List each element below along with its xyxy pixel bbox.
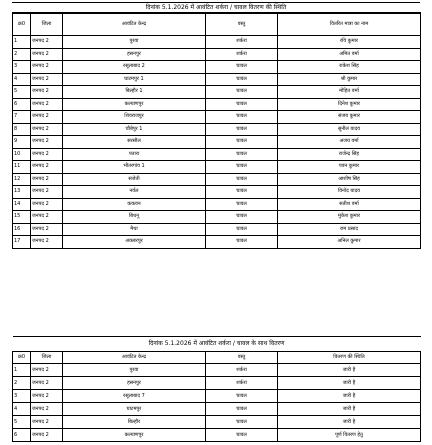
- district-cell: जनपद 2: [31, 36, 63, 49]
- centre-cell: बिल्हौर 1: [63, 86, 206, 99]
- value-cell: राजेन्द्र सिंह: [278, 148, 421, 161]
- centre-cell: शिवराजपुर: [63, 111, 206, 124]
- district-cell: जनपद 2: [31, 403, 63, 416]
- item-cell: चावल: [206, 390, 278, 403]
- table-row: [13, 198, 421, 211]
- centre-cell: सजेती: [63, 173, 206, 186]
- serial-cell: 5: [13, 86, 31, 99]
- serial-cell: 12: [13, 173, 31, 186]
- value-cell: मुकेश कुमार: [278, 211, 421, 224]
- centre-cell: ककवन: [63, 198, 206, 211]
- header-district: जिला: [31, 13, 63, 36]
- item-cell: चावल: [206, 236, 278, 249]
- table-row: [13, 148, 421, 161]
- value-cell: विनोद यादव: [278, 186, 421, 199]
- table-row: [13, 211, 421, 224]
- value-cell: मोहित वर्मा: [278, 86, 421, 99]
- value-cell: सुनील यादव: [278, 123, 421, 136]
- item-cell: चावल: [206, 403, 278, 416]
- item-cell: चावल: [206, 136, 278, 149]
- serial-cell: 13: [13, 186, 31, 199]
- header-district: जिला: [31, 352, 63, 364]
- page-title: दिनांक 5.1.2026 में आवंटित शर्करा / चावल वितरण की स्थिति: [12, 2, 420, 14]
- item-cell: चावल: [206, 416, 278, 429]
- table-row: [13, 186, 421, 199]
- district-cell: जनपद 2: [31, 173, 63, 186]
- table-row: [13, 173, 421, 186]
- centre-cell: कल्याणपुर: [63, 429, 206, 442]
- item-cell: चावल: [206, 223, 278, 236]
- value-cell: रवि कुमार: [278, 36, 421, 49]
- value-cell: सतीश वर्मा: [278, 198, 421, 211]
- item-cell: चावल: [206, 111, 278, 124]
- serial-cell: 16: [13, 223, 31, 236]
- table-row: [13, 48, 421, 61]
- table-header-row: [13, 352, 421, 364]
- item-cell: शर्करा: [206, 364, 278, 377]
- table-row: [13, 236, 421, 249]
- serial-cell: 4: [13, 73, 31, 86]
- district-cell: जनपद 2: [31, 98, 63, 111]
- item-cell: चावल: [206, 123, 278, 136]
- value-cell: राकेश सिंह: [278, 61, 421, 74]
- value-cell: जारी है: [278, 364, 421, 377]
- district-cell: जनपद 2: [31, 364, 63, 377]
- table-row: [13, 223, 421, 236]
- serial-cell: 10: [13, 148, 31, 161]
- district-cell: जनपद 2: [31, 186, 63, 199]
- header-serial: क्र0: [13, 352, 31, 364]
- value-cell: पूर्ण वितरण हेतु: [278, 429, 421, 442]
- centre-cell: हसनपुर: [63, 377, 206, 390]
- serial-cell: 9: [13, 136, 31, 149]
- district-cell: जनपद 2: [31, 223, 63, 236]
- district-cell: जनपद 2: [31, 390, 63, 403]
- district-cell: जनपद 2: [31, 148, 63, 161]
- item-cell: चावल: [206, 186, 278, 199]
- item-cell: चावल: [206, 73, 278, 86]
- centre-cell: पुरवा: [63, 36, 206, 49]
- value-cell: जारी है: [278, 403, 421, 416]
- serial-cell: 2: [13, 48, 31, 61]
- table-header-row: [13, 13, 421, 36]
- serial-cell: 3: [13, 61, 31, 74]
- serial-cell: 1: [13, 364, 31, 377]
- serial-cell: 15: [13, 211, 31, 224]
- table-row: [13, 61, 421, 74]
- item-cell: चावल: [206, 198, 278, 211]
- district-cell: जनपद 2: [31, 377, 63, 390]
- serial-cell: 6: [13, 429, 31, 442]
- serial-cell: 7: [13, 111, 31, 124]
- centre-cell: बिल्हौर: [63, 416, 206, 429]
- header-item: वस्तु: [206, 13, 278, 36]
- table-row: [13, 416, 421, 429]
- value-cell: जारी है: [278, 416, 421, 429]
- header-recipient: वितरित मात्रा का नाम: [278, 13, 421, 36]
- serial-cell: 8: [13, 123, 31, 136]
- value-cell: दिनेश कुमार: [278, 98, 421, 111]
- table-row: [13, 86, 421, 99]
- value-cell: अनिल कुमार: [278, 236, 421, 249]
- centre-cell: रसूलाबाद 2: [63, 61, 206, 74]
- district-cell: जनपद 2: [31, 48, 63, 61]
- centre-cell: बिधनू: [63, 211, 206, 224]
- table-row: [13, 377, 421, 390]
- table-row: [13, 123, 421, 136]
- serial-cell: 1: [13, 36, 31, 49]
- serial-cell: 14: [13, 198, 31, 211]
- distribution-table-body: [13, 36, 421, 249]
- item-cell: चावल: [206, 86, 278, 99]
- district-cell: जनपद 2: [31, 136, 63, 149]
- value-cell: अमित वर्मा: [278, 48, 421, 61]
- value-cell: आशीष सिंह: [278, 173, 421, 186]
- district-cell: जनपद 2: [31, 61, 63, 74]
- item-cell: चावल: [206, 161, 278, 174]
- serial-cell: 2: [13, 377, 31, 390]
- item-cell: शर्करा: [206, 36, 278, 49]
- district-cell: जनपद 2: [31, 416, 63, 429]
- centre-cell: रसूलाबाद 7: [63, 390, 206, 403]
- header-centre: आवंटित केन्द्र: [63, 13, 206, 36]
- centre-cell: अकबरपुर: [63, 236, 206, 249]
- serial-cell: 11: [13, 161, 31, 174]
- value-cell: जारी है: [278, 377, 421, 390]
- centre-cell: भीतरगांव 1: [63, 161, 206, 174]
- table-row: [13, 364, 421, 377]
- table-row: [13, 390, 421, 403]
- district-cell: जनपद 2: [31, 111, 63, 124]
- district-cell: जनपद 2: [31, 123, 63, 136]
- table-row: [13, 161, 421, 174]
- item-cell: शर्करा: [206, 377, 278, 390]
- serial-cell: 4: [13, 403, 31, 416]
- serial-cell: 6: [13, 98, 31, 111]
- centre-cell: हसनपुर: [63, 48, 206, 61]
- centre-cell: घाटमपुर 1: [63, 73, 206, 86]
- status-table-body: [13, 364, 421, 442]
- centre-cell: नर्वल: [63, 186, 206, 199]
- table-row: [13, 111, 421, 124]
- item-cell: चावल: [206, 98, 278, 111]
- table-row: [13, 429, 421, 442]
- header-status: वितरण की स्थिति: [278, 352, 421, 364]
- header-centre: आवंटित केन्द्र: [63, 352, 206, 364]
- district-cell: जनपद 2: [31, 86, 63, 99]
- value-cell: जारी है: [278, 390, 421, 403]
- value-cell: पवन कुमार: [278, 161, 421, 174]
- value-cell: अजय वर्मा: [278, 136, 421, 149]
- serial-cell: 17: [13, 236, 31, 249]
- item-cell: चावल: [206, 429, 278, 442]
- status-table: [12, 336, 421, 442]
- table-row: [13, 403, 421, 416]
- item-cell: चावल: [206, 148, 278, 161]
- item-cell: चावल: [206, 211, 278, 224]
- centre-cell: मैथा: [63, 223, 206, 236]
- header-item: वस्तु: [206, 352, 278, 364]
- item-cell: शर्करा: [206, 48, 278, 61]
- status-table-caption: दिनांक 5.1.2026 में आवंटित शर्करा / चावल के साथ वितरण: [13, 337, 421, 352]
- serial-cell: 3: [13, 390, 31, 403]
- centre-cell: घाटमपुर: [63, 403, 206, 416]
- district-cell: जनपद 2: [31, 161, 63, 174]
- item-cell: चावल: [206, 173, 278, 186]
- district-cell: जनपद 2: [31, 429, 63, 442]
- distribution-table: [12, 12, 421, 249]
- table-row: [13, 73, 421, 86]
- value-cell: संजय कुमार: [278, 111, 421, 124]
- district-cell: जनपद 2: [31, 73, 63, 86]
- centre-cell: पतारा: [63, 148, 206, 161]
- district-cell: जनपद 2: [31, 198, 63, 211]
- district-cell: जनपद 2: [31, 211, 63, 224]
- item-cell: चावल: [206, 61, 278, 74]
- table-row: [13, 136, 421, 149]
- serial-cell: 5: [13, 416, 31, 429]
- table-row: [13, 36, 421, 49]
- status-table-caption-row: [13, 337, 421, 352]
- header-serial: क्र0: [13, 13, 31, 36]
- centre-cell: कल्याणपुर: [63, 98, 206, 111]
- table-row: [13, 98, 421, 111]
- value-cell: राम प्रसाद: [278, 223, 421, 236]
- centre-cell: चौबेपुर 1: [63, 123, 206, 136]
- centre-cell: पुरवा: [63, 364, 206, 377]
- value-cell: श्री कुमार: [278, 73, 421, 86]
- district-cell: जनपद 2: [31, 236, 63, 249]
- centre-cell: सरसौल: [63, 136, 206, 149]
